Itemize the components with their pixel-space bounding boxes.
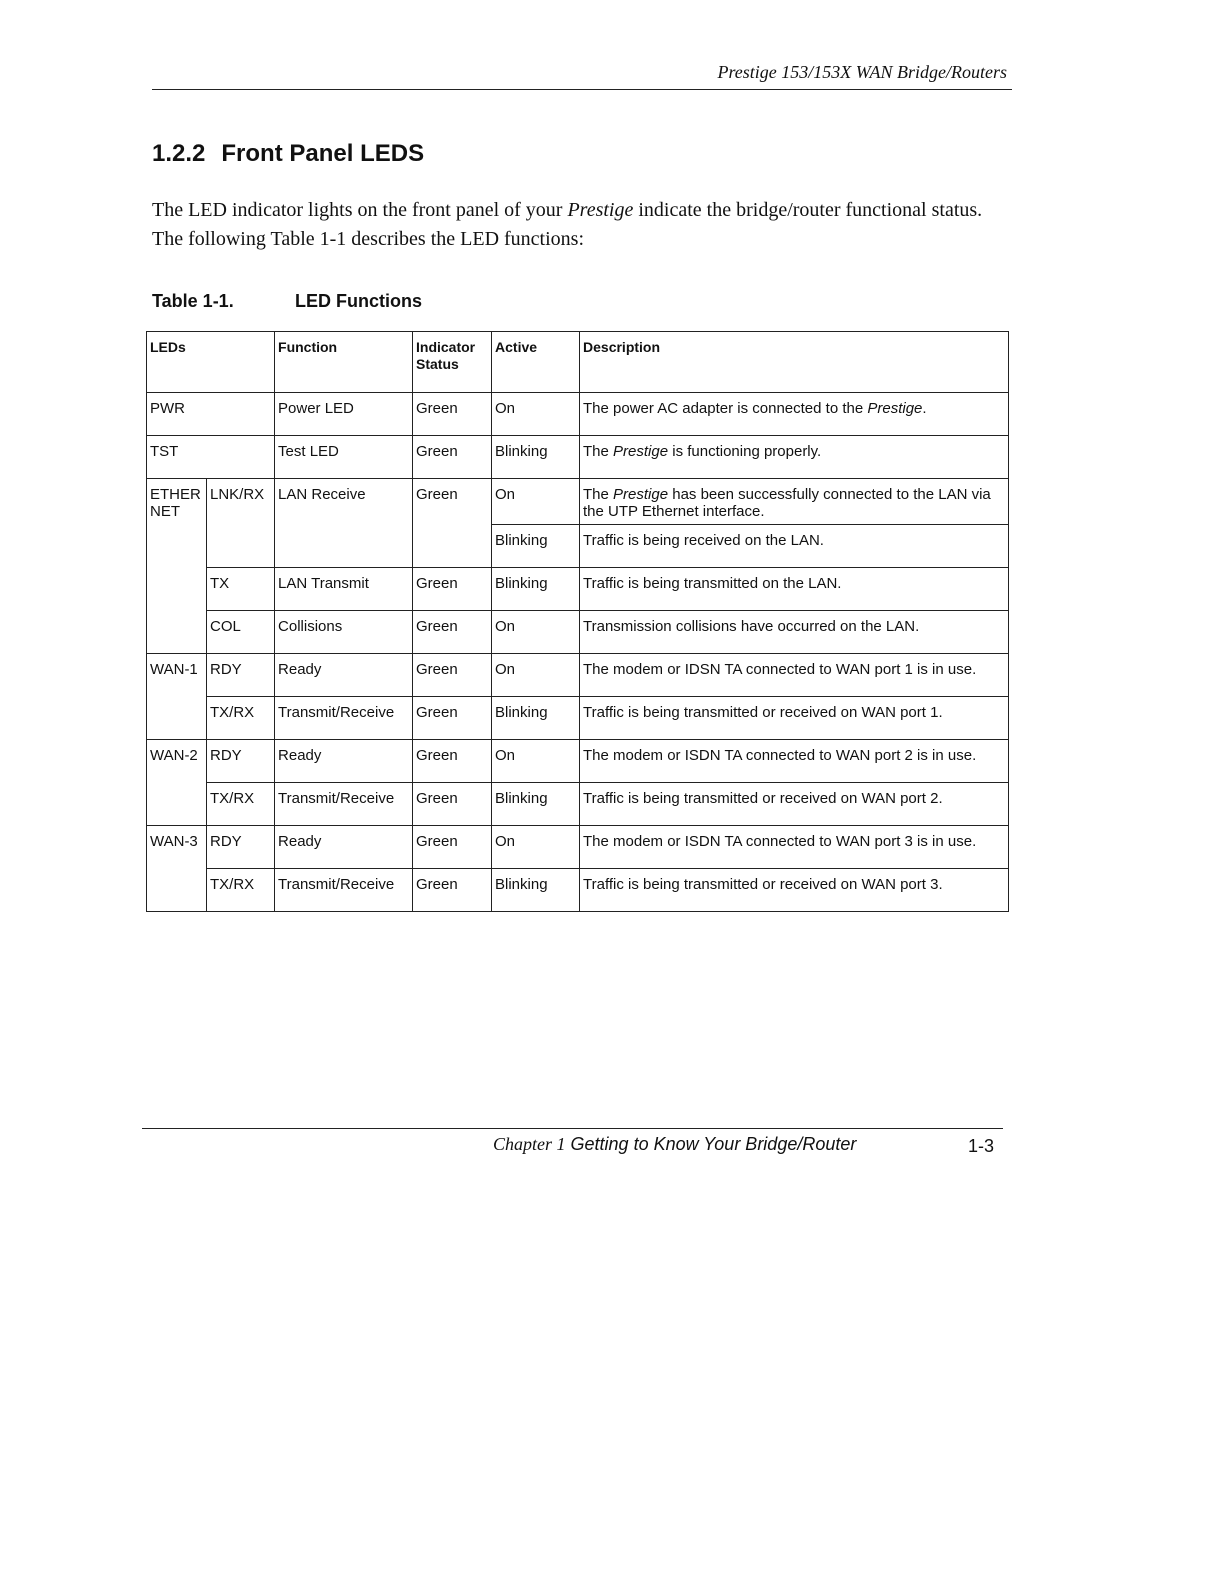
active-cell: Blinking (492, 869, 580, 912)
table-row (147, 611, 1009, 654)
status-cell: Green (413, 479, 492, 568)
led-cell: TX/RX (207, 783, 275, 826)
status-cell: Green (413, 869, 492, 912)
function-cell: Test LED (275, 436, 413, 479)
led-cell: TX/RX (207, 697, 275, 740)
status-cell: Green (413, 568, 492, 611)
section-title: Front Panel LEDS (221, 140, 425, 167)
active-cell: On (492, 826, 580, 869)
function-cell: Ready (275, 740, 413, 783)
led-cell: PWR (147, 393, 275, 436)
table-row (147, 654, 1009, 697)
header-leds: LEDs (147, 332, 275, 393)
description-cell: The modem or IDSN TA connected to WAN port 1 is in use. (580, 654, 1009, 697)
led-cell: RDY (207, 654, 275, 697)
led-group-cell: WAN-1 (147, 654, 207, 740)
description-cell: The Prestige has been successfully connected to the LAN via the UTP Ethernet interface. (580, 479, 1009, 525)
led-cell: RDY (207, 826, 275, 869)
function-cell: Power LED (275, 393, 413, 436)
page-number: 1-3 (968, 1136, 995, 1156)
led-cell: TX (207, 568, 275, 611)
intro-paragraph (152, 196, 1012, 254)
description-cell: The modem or ISDN TA connected to WAN port 3 is in use. (580, 826, 1009, 869)
header-active: Active (492, 332, 580, 393)
section-number: 1.2.2 (152, 140, 206, 167)
table-title: LED Functions (295, 291, 422, 311)
description-cell: Traffic is being transmitted or received on WAN port 3. (580, 869, 1009, 912)
table-row (147, 869, 1009, 912)
function-cell: LAN Transmit (275, 568, 413, 611)
table-row (147, 826, 1009, 869)
description-cell: Traffic is being transmitted or received on WAN port 1. (580, 697, 1009, 740)
table-header-row (147, 332, 1009, 393)
status-cell: Green (413, 697, 492, 740)
description-cell: Traffic is being received on the LAN. (580, 525, 1009, 568)
description-cell: Transmission collisions have occurred on the LAN. (580, 611, 1009, 654)
led-functions-table (146, 331, 1009, 912)
active-cell: Blinking (492, 568, 580, 611)
description-cell: Traffic is being transmitted or received on WAN port 2. (580, 783, 1009, 826)
active-cell: Blinking (492, 697, 580, 740)
status-cell: Green (413, 393, 492, 436)
header-indicator-status: Indicator Status (413, 332, 492, 393)
header-function: Function (275, 332, 413, 393)
led-group-cell: ETHER NET (147, 479, 207, 654)
table-row (147, 697, 1009, 740)
table-row (147, 479, 1009, 525)
active-cell: On (492, 393, 580, 436)
table-row (147, 740, 1009, 783)
active-cell: On (492, 611, 580, 654)
led-cell: TX/RX (207, 869, 275, 912)
led-cell: TST (147, 436, 275, 479)
function-cell: Ready (275, 826, 413, 869)
active-cell: On (492, 740, 580, 783)
table-number: Table 1-1. (152, 291, 234, 311)
footer-chapter-title: Getting to Know Your Bridge/Router (570, 1134, 857, 1154)
active-cell: On (492, 479, 580, 525)
led-cell: COL (207, 611, 275, 654)
table-caption (152, 291, 422, 312)
function-cell: Transmit/Receive (275, 783, 413, 826)
intro-product-name: Prestige (567, 199, 634, 221)
status-cell: Green (413, 740, 492, 783)
led-cell: LNK/RX (207, 479, 275, 568)
footer-chapter-number: Chapter 1 (493, 1134, 566, 1154)
header-description: Description (580, 332, 1009, 393)
active-cell: Blinking (492, 436, 580, 479)
led-group-cell: WAN-2 (147, 740, 207, 826)
led-group-cell: WAN-3 (147, 826, 207, 912)
table-row (147, 436, 1009, 479)
led-cell: RDY (207, 740, 275, 783)
intro-text-2: indicate the bridge/router functional status. The following Table 1-1 describes the LED functions: (152, 199, 983, 250)
function-cell: Transmit/Receive (275, 869, 413, 912)
active-cell: Blinking (492, 783, 580, 826)
status-cell: Green (413, 436, 492, 479)
table-row (147, 783, 1009, 826)
footer-chapter (493, 1134, 856, 1155)
status-cell: Green (413, 826, 492, 869)
running-header: Prestige 153/153X WAN Bridge/Routers (717, 62, 1007, 82)
function-cell: Ready (275, 654, 413, 697)
table-row (147, 568, 1009, 611)
active-cell: On (492, 654, 580, 697)
section-heading (152, 140, 424, 168)
status-cell: Green (413, 783, 492, 826)
active-cell: Blinking (492, 525, 580, 568)
function-cell: Collisions (275, 611, 413, 654)
description-cell: The modem or ISDN TA connected to WAN port 2 is in use. (580, 740, 1009, 783)
header-rule (152, 89, 1012, 90)
description-cell: The power AC adapter is connected to the Prestige. (580, 393, 1009, 436)
intro-text-1: The LED indicator lights on the front panel of your (152, 199, 568, 221)
status-cell: Green (413, 654, 492, 697)
description-cell: Traffic is being transmitted on the LAN. (580, 568, 1009, 611)
status-cell: Green (413, 611, 492, 654)
function-cell: Transmit/Receive (275, 697, 413, 740)
description-cell: The Prestige is functioning properly. (580, 436, 1009, 479)
table-row (147, 393, 1009, 436)
footer-rule (142, 1128, 1003, 1129)
function-cell: LAN Receive (275, 479, 413, 568)
